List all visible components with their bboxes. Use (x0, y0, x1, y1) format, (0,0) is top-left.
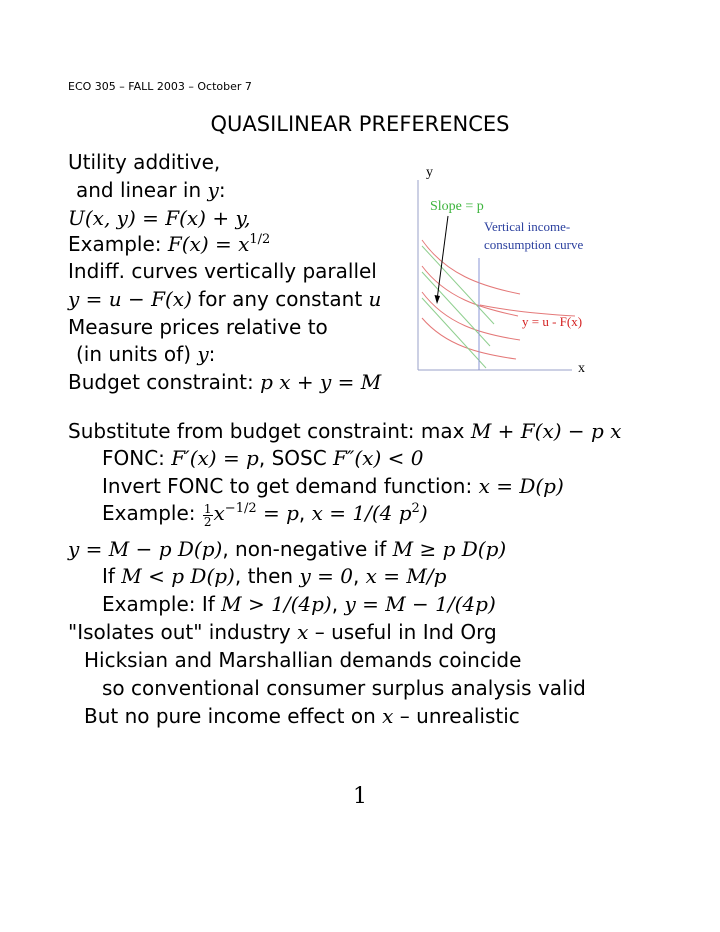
text-line-5: Indiff. curves vertically parallel (68, 259, 377, 283)
indifference-curve-4 (422, 318, 516, 359)
icc-label-1: Vertical income- (484, 219, 571, 234)
page-title: QUASILINEAR PREFERENCES (210, 112, 510, 136)
budget-line-1 (422, 246, 494, 324)
quasilinear-figure (410, 158, 610, 378)
icc-label-2: consumption curve (484, 237, 584, 252)
indifference-curve-2 (422, 266, 518, 316)
body-line-2: FONC: F′(x) = p, SOSC F″(x) < 0 (102, 446, 424, 470)
slope-label: Slope = p (430, 199, 484, 214)
text-line-6: y = u − F(x) for any constant u (68, 287, 382, 311)
text-line-2: and linear in y: (76, 178, 226, 202)
body-line-10: so conventional consumer surplus analysis valid (102, 676, 586, 700)
budget-line-3 (422, 298, 486, 368)
body-line-3: Invert FONC to get demand function: x = D(p) (102, 474, 564, 498)
example-line: Example: $F(x) = x^{1/2}$ (68, 232, 271, 256)
text-line-1: Utility additive, (68, 150, 221, 174)
body-line-11: But no pure income effect on x – unrealistic (84, 704, 520, 728)
x-axis-label: x (578, 361, 585, 376)
body-line-8: "Isolates out" industry x – useful in Ind Org (68, 620, 497, 644)
body-line-5: y = M − p D(p), non-negative if M ≥ p D(p) (68, 537, 507, 561)
body-line-9: Hicksian and Marshallian demands coincide (84, 648, 522, 672)
body-line-6: If M < p D(p), then y = 0, x = M/p (102, 564, 447, 588)
body-line-7: Example: If M > 1/(4p), y = M − 1/(4p) (102, 592, 496, 616)
body-line-1: Substitute from budget constraint: max M + F(x) − p x (68, 419, 622, 443)
slope-arrow-head (435, 295, 441, 304)
budget-constraint: Budget constraint: p x + y = M (68, 370, 382, 394)
page-header: ECO 305 – FALL 2003 – October 7 (68, 80, 252, 93)
y-axis-label: y (426, 165, 433, 180)
text-line-7: Measure prices relative to (68, 315, 328, 339)
page-number: 1 (353, 784, 367, 809)
utility-function: U(x, y) = F(x) + y, (68, 206, 251, 230)
body-line-4: Example: $\frac{1}{2}$ $x^{-1/2} = p$, x = 1/(4 $p^2$) (102, 501, 428, 529)
slope-arrow (437, 216, 448, 300)
fraction-one-half: $\frac{1}{2}$ (203, 502, 212, 529)
text-line-8: (in units of) y: (76, 342, 216, 366)
curve-label: y = u - F(x) (522, 314, 583, 329)
